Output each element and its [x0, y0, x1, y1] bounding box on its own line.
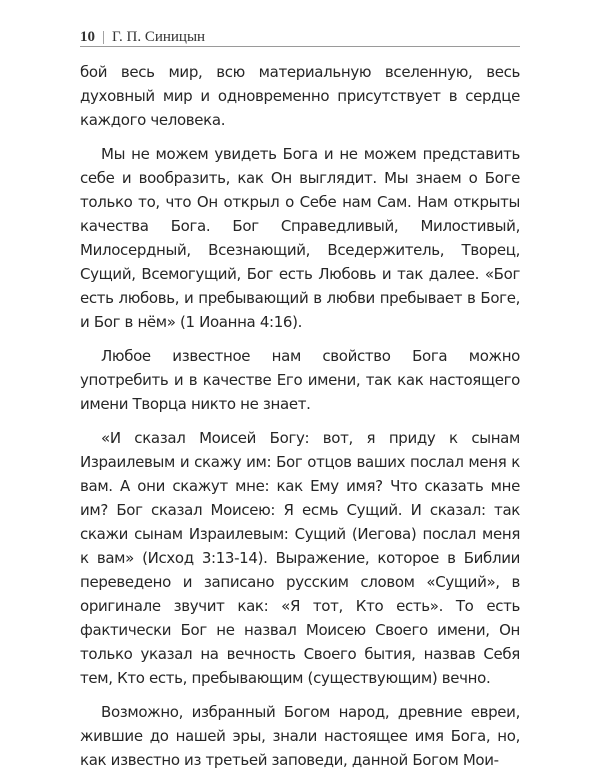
paragraph-1: бой весь мир, всю материальную вселенную, весь духовный мир и одновременно присутствует в сердце каждого человека.: [80, 63, 520, 129]
running-head: [80, 26, 520, 48]
page-number: 10: [80, 29, 95, 45]
author-name: Г. П. Синицын: [112, 29, 206, 45]
paragraph-3: Любое известное нам свойство Бога можно употребить и в качестве Его имени, так как настоящего имени Творца никто не знает.: [80, 347, 520, 413]
paragraph-4: «И сказал Моисей Богу: вот, я приду к сынам Израилевым и скажу им: Бог отцов ваших послал меня к вам. А они скажут мне: как Ему имя? Что сказать мне им? Бог сказал Моисею: Я есмь Сущий. И сказал: так скажи сынам Израилевым: Сущий (Иегова) послал меня к вам» (Исход 3:13-14). Выражение, которое в Библии переведено и записано русским словом «Сущий», в оригинале звучит как: «Я тот, Кто есть». То есть фактически Бог не назвал Моисею Своего имени, Он только указал на вечность Своего бытия, назвав Себя тем, Кто есть, пребывающим (существующим) вечно.: [80, 429, 520, 687]
paragraph-5: Возможно, избранный Богом народ, древние евреи, жившие до нашей эры, знали настоящее имя Бога, но, как известно из третьей заповеди, данной Богом Мои-: [80, 703, 520, 769]
header-separator: |: [102, 29, 106, 45]
body-text: [80, 60, 520, 782]
paragraph-2: Мы не можем увидеть Бога и не можем представить себе и вообразить, как Он выглядит. Мы знаем о Боге только то, что Он открыл о Себе нам Сам. Нам открыты качества Бога. Бог Справедливый, Милостивый, Милосердный, Всезнающий, Вседержитель, Творец, Сущий, Всемогущий, Бог есть Любовь и так далее. «Бог есть любовь, и пребывающий в любви пребывает в Боге, и Бог в нём» (1 Иоанна 4:16).: [80, 145, 520, 331]
header-rule: [80, 46, 520, 47]
